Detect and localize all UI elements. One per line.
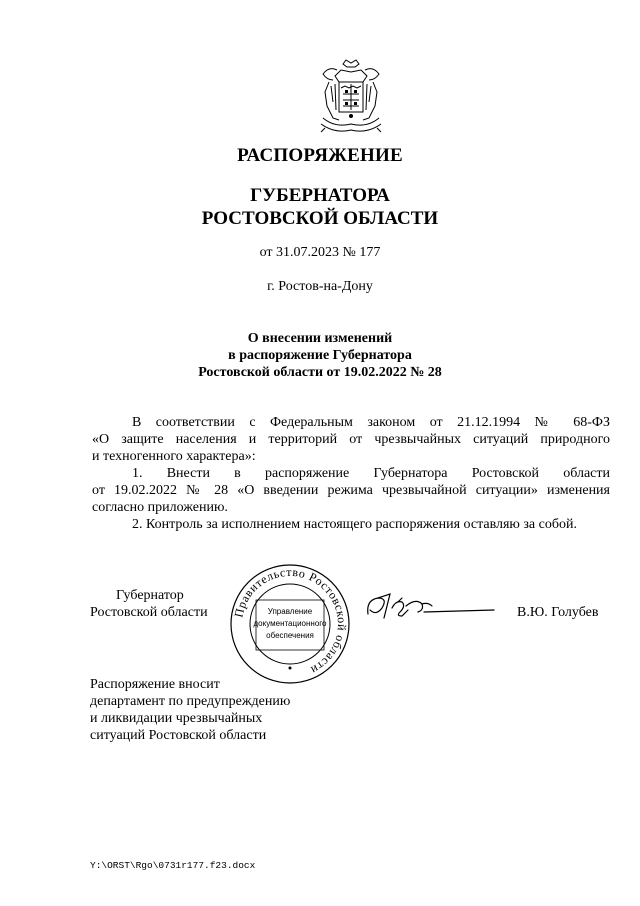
item1-line1: 1. Внести в распоряжение Губернатора Ростовской области (132, 466, 610, 481)
official-stamp (228, 562, 352, 686)
title-line1: О внесении изменений (247, 331, 393, 346)
note-line3: и ликвидации чрезвычайных (90, 711, 263, 726)
note-line4: ситуаций Ростовской области (90, 728, 267, 743)
item1-line3: согласно приложению. (92, 500, 228, 515)
place-of-issue: г. Ростов-на-Дону (267, 279, 373, 294)
preamble-line2: «О защите населения и территорий от чрезвычайных ситуаций природного (92, 432, 610, 447)
item1-line2: от 19.02.2022 № 28 «О введении режима чрезвычайной ситуации» изменения (92, 483, 610, 498)
title-line3: Ростовской области от 19.02.2022 № 28 (198, 365, 442, 380)
note-line1: Распоряжение вносит (90, 677, 220, 692)
signer-name: В.Ю. Голубев (517, 605, 599, 620)
date-number: от 31.07.2023 № 177 (259, 245, 381, 260)
stamp-ring-text: Правительство Ростовской области (231, 564, 350, 678)
signer-position-line2: Ростовской области (90, 605, 208, 620)
preamble-line1: В соответствии с Федеральным законом от 21.12.1994 № 68-ФЗ (132, 415, 610, 430)
issuer-heading-line2: РОСТОВСКОЙ ОБЛАСТИ (201, 208, 439, 229)
note-line2: департамент по предупреждению (90, 694, 291, 709)
submitted-by-note (90, 676, 290, 744)
stamp-inner-line2: документационного (253, 619, 327, 628)
handwritten-signature (362, 588, 502, 628)
item2-line: 2. Контроль за исполнением настоящего распоряжения оставляю за собой. (132, 517, 577, 532)
preamble-paragraph (92, 414, 610, 465)
issuer-heading-line1: ГУБЕРНАТОРА (250, 185, 390, 206)
item-1-paragraph (92, 465, 610, 516)
title-line2: в распоряжение Губернатора (228, 348, 412, 363)
document-type-heading: РАСПОРЯЖЕНИЕ (237, 145, 403, 166)
signer-position-line1: Губернатор (116, 588, 184, 603)
file-path-footer: Y:\ORST\Rgo\0731r177.f23.docx (90, 860, 256, 871)
stamp-inner-line1: Управление (267, 607, 313, 616)
item-2-paragraph (92, 516, 610, 533)
stamp-inner-line3: обеспечения (266, 631, 314, 640)
coat-of-arms-emblem (315, 58, 387, 136)
preamble-line3: и техногенного характера»: (92, 449, 256, 464)
